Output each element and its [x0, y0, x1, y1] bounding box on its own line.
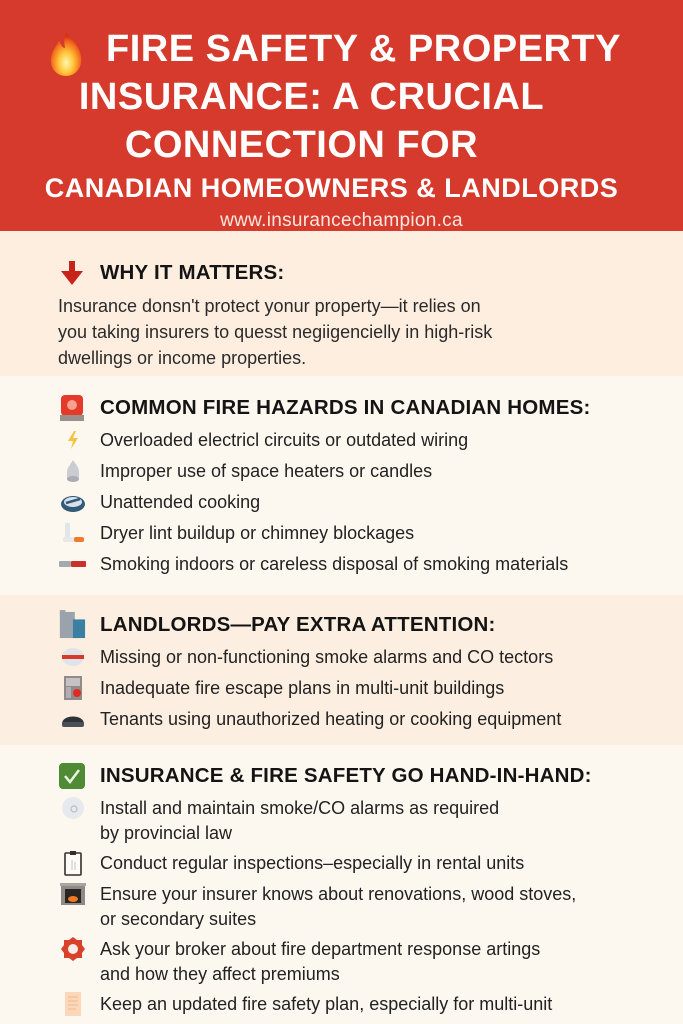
title-line-1: FIRE SAFETY & PROPERTY — [106, 28, 621, 70]
item-text-line: Ask your broker about fire department response artings — [100, 939, 541, 959]
item-text: Smoking indoors or careless disposal of smoking materials — [100, 554, 569, 574]
why-it-matters-paragraph — [58, 293, 558, 371]
fire-department-badge-icon — [58, 937, 88, 961]
item-text — [100, 796, 499, 846]
item-text — [100, 882, 576, 932]
section-heading — [58, 762, 592, 790]
list-item — [58, 851, 524, 876]
list-item — [58, 645, 553, 670]
fireplace-icon — [58, 882, 88, 906]
title-line-4: CANADIAN HOMEOWNERS & LANDLORDS — [44, 173, 619, 203]
section-heading — [58, 611, 496, 639]
list-item — [58, 882, 576, 932]
list-item — [58, 676, 504, 701]
heading-why-it-matters: WHY IT MATTERS: — [100, 261, 285, 284]
heading-insurance-fire-safety: INSURANCE & FIRE SAFETY GO HAND-IN-HAND: — [100, 764, 592, 787]
item-text — [100, 937, 540, 987]
header-banner — [0, 0, 683, 231]
list-item — [58, 992, 552, 1017]
heading-landlords: LANDLORDS—PAY EXTRA ATTENTION: — [100, 613, 496, 636]
list-item — [58, 552, 568, 577]
list-item — [58, 459, 432, 484]
list-item — [58, 707, 561, 732]
section-landlords — [0, 595, 683, 745]
building-icon — [58, 611, 86, 639]
list-item — [58, 490, 260, 515]
checkmark-icon — [58, 762, 86, 790]
paragraph-line: Insurance donsn't protect yonur property—it relies on — [58, 296, 481, 316]
heater-icon — [58, 707, 88, 731]
item-text-line: or secondary suites — [100, 909, 257, 929]
section-common-fire-hazards — [0, 376, 683, 595]
item-text: Overloaded electricl circuits or outdated wiring — [100, 430, 469, 450]
item-text: Keep an updated fire safety plan, especially for multi-unit — [100, 994, 553, 1014]
title-line-3: CONNECTION FOR — [124, 124, 479, 166]
section-why-it-matters — [0, 231, 683, 376]
item-text: Dryer lint buildup or chimney blockages — [100, 523, 415, 543]
siren-icon — [58, 394, 86, 422]
down-arrow-icon — [58, 259, 86, 287]
cigarette-icon — [58, 552, 88, 576]
item-text-line: and how they affect premiums — [100, 964, 340, 984]
section-heading — [58, 259, 284, 287]
item-text: Tenants using unauthorized heating or cooking equipment — [100, 709, 562, 729]
smoke-detector-icon — [58, 796, 88, 820]
item-text-line: by provincial law — [100, 823, 233, 843]
smoke-alarm-icon — [58, 645, 88, 669]
title-line-2: INSURANCE: A CRUCIAL — [78, 76, 545, 118]
website-link[interactable]: www.insurancechampion.ca — [220, 210, 463, 231]
list-item — [58, 521, 414, 546]
item-text: Missing or non-functioning smoke alarms and CO tectors — [100, 647, 554, 667]
item-text-line: Ensure your insurer knows about renovations, wood stoves, — [100, 884, 577, 904]
section-heading — [58, 394, 590, 422]
list-item — [58, 937, 540, 987]
section-insurance-fire-safety — [0, 745, 683, 1024]
escape-plan-icon — [58, 676, 88, 700]
lightning-icon — [58, 428, 88, 452]
item-text: Unattended cooking — [100, 492, 261, 512]
cooking-pan-icon — [58, 490, 88, 514]
list-item — [58, 428, 468, 453]
item-text-line: Install and maintain smoke/CO alarms as required — [100, 798, 500, 818]
heading-common-fire-hazards: COMMON FIRE HAZARDS IN CANADIAN HOMES: — [100, 396, 591, 419]
paragraph-line: dwellings or income properties. — [58, 348, 307, 368]
document-icon — [58, 992, 88, 1016]
paragraph-line: you taking insurers to quesst negiigencielly in high-risk — [58, 322, 493, 342]
clipboard-icon — [58, 851, 88, 875]
dryer-lint-icon — [58, 521, 88, 545]
item-text: Improper use of space heaters or candles — [100, 461, 433, 481]
item-text: Conduct regular inspections–especially in rental units — [100, 853, 525, 873]
item-text: Inadequate fire escape plans in multi-unit buildings — [100, 678, 505, 698]
list-item — [58, 796, 499, 846]
candle-icon — [58, 459, 88, 483]
